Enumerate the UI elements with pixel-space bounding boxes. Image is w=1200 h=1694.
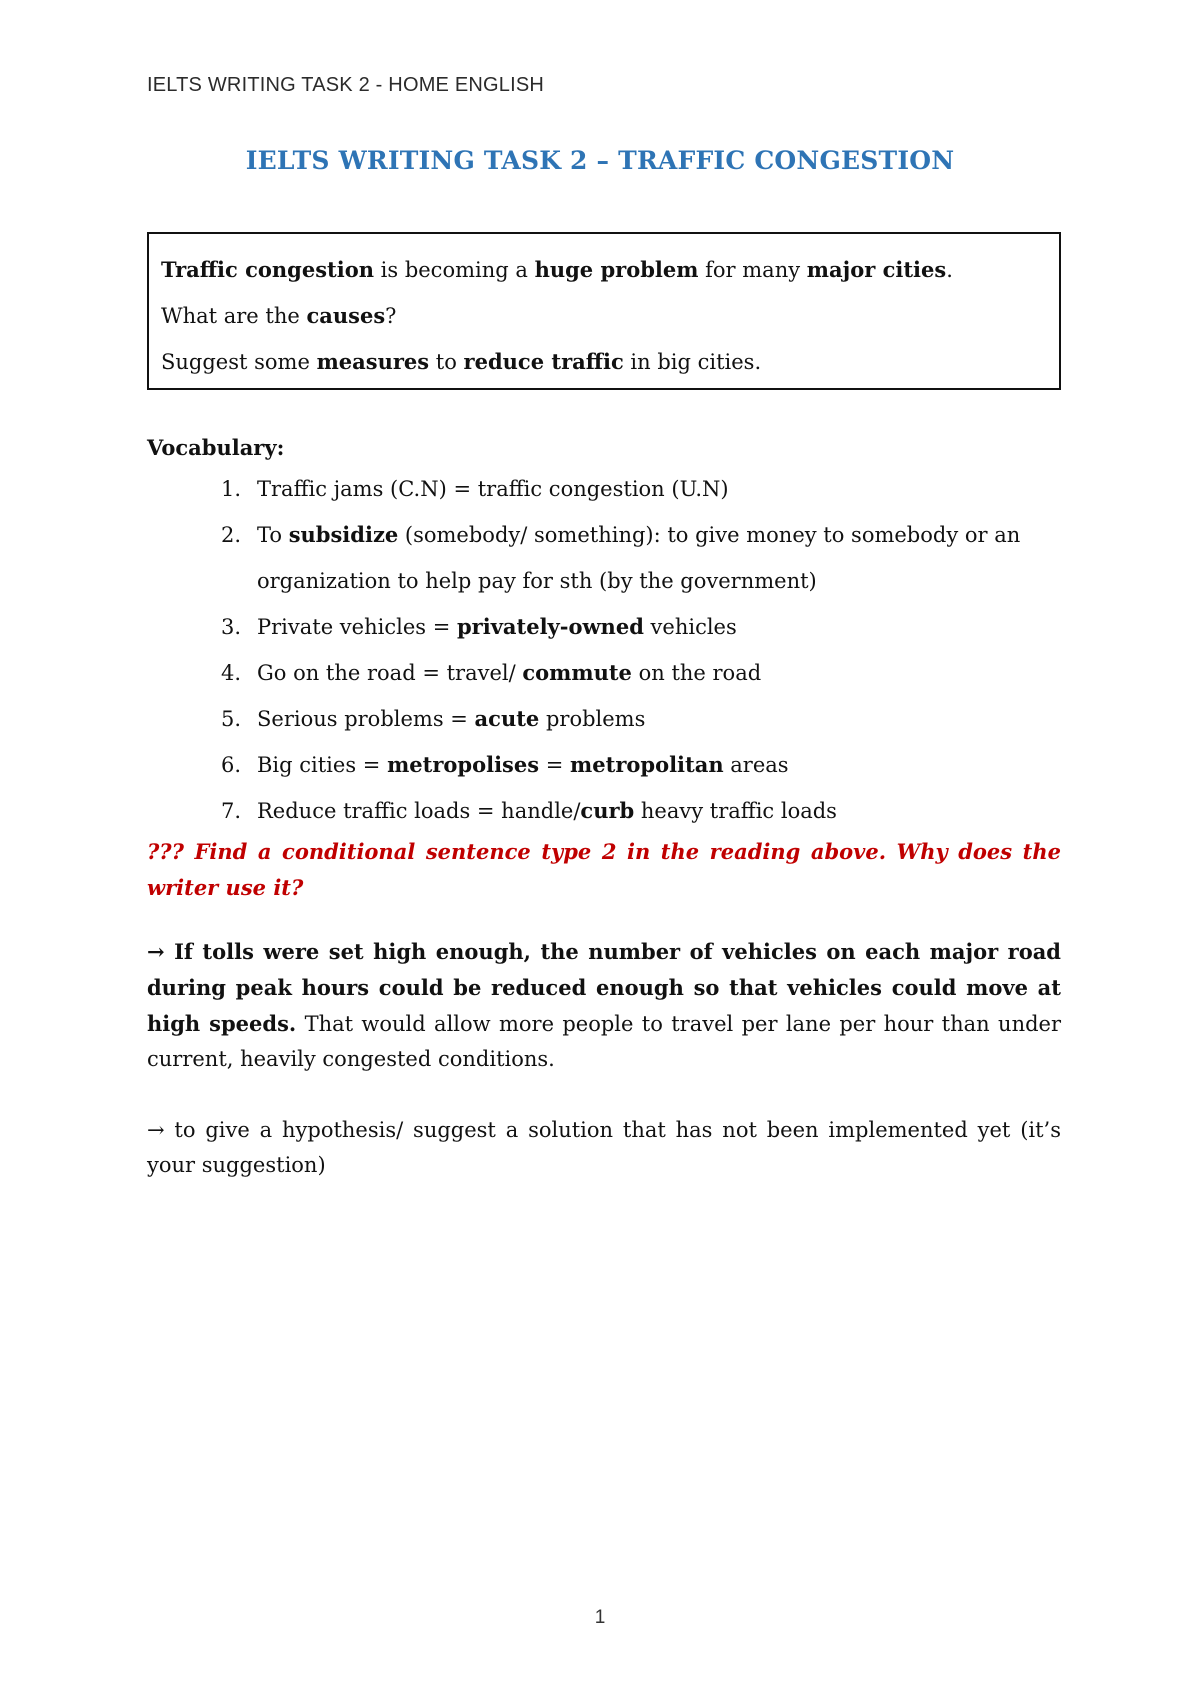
page-number: 1 [594,1607,606,1628]
vocabulary-item-6 [221,742,1061,788]
vocab-keyword: privately-owned [456,614,644,639]
prompt-keyword: Traffic congestion [161,257,374,282]
list-number: 2. [221,523,242,547]
prompt-text: is becoming a [373,258,535,282]
prompt-text: ? [385,304,397,328]
vocab-text: problems [539,707,646,731]
vocab-keyword: commute [522,660,632,685]
prompt-text: in big cities. [623,350,762,374]
prompt-line-3 [161,339,1047,385]
vocab-text: Traffic jams (C.N) = traffic congestion (U.N) [257,477,729,501]
prompt-line-2 [161,293,1047,339]
list-number: 7. [221,799,242,823]
vocabulary-item-5 [221,696,1061,742]
vocab-text: Reduce traffic loads = handle/ [257,799,581,823]
vocab-text: on the road [631,661,762,685]
usage-explanation: → to give a hypothesis/ suggest a solution that has not been implemented yet (it’s your suggestion) [147,1118,1061,1177]
list-number: 6. [221,753,242,777]
vocabulary-list [147,466,1061,834]
answer-continuation: That would allow more people to travel per lane per hour than under current, heavily congested conditions. [147,1012,1061,1071]
vocab-keyword: metropolises [387,752,540,777]
vocabulary-item-7 [221,788,1061,834]
vocabulary-heading: Vocabulary: [147,435,285,460]
page-title: IELTS WRITING TASK 2 – TRAFFIC CONGESTION [245,146,955,175]
vocab-text: Big cities = [257,753,388,777]
prompt-text: . [946,258,953,282]
vocab-keyword: metropolitan [570,752,724,777]
prompt-keyword: causes [306,303,386,328]
vocab-text: = [539,753,571,777]
vocab-text: Go on the road = travel/ [257,661,523,685]
prompt-line-1 [161,247,1047,293]
prompt-text: Suggest some [161,350,317,374]
prompt-text: What are the [161,304,307,328]
example-sentence [147,934,1061,1077]
vocab-keyword: acute [474,706,540,731]
vocabulary-item-3 [221,604,1061,650]
vocabulary-item-1 [221,466,1061,512]
prompt-keyword: huge problem [534,257,699,282]
vocab-text: areas [723,753,789,777]
prompt-text: to [429,350,464,374]
prompt-keyword: reduce traffic [463,349,624,374]
vocab-text: Serious problems = [257,707,475,731]
list-number: 3. [221,615,242,639]
vocab-keyword: subsidize [288,522,399,547]
vocab-text: heavy traffic loads [634,799,837,823]
exercise-question: ??? Find a conditional sentence type 2 in the reading above. Why does the writer use it? [147,839,1061,900]
list-number: 1. [221,477,242,501]
page-header: IELTS WRITING TASK 2 - HOME ENGLISH [147,74,545,96]
vocab-text: (somebody/ something): to give money to somebody or an organization to help pay for sth (by the government) [257,523,1021,593]
main-content [147,430,1061,1183]
prompt-keyword: major cities [806,257,947,282]
vocab-text: To [257,523,289,547]
list-number: 5. [221,707,242,731]
conditional-sentence: → If tolls were set high enough, the number of vehicles on each major road during peak hours could be reduced enough so that vehicles could move at high speeds. [147,939,1061,1036]
prompt-text: for many [698,258,807,282]
vocab-text: Private vehicles = [257,615,457,639]
list-number: 4. [221,661,242,685]
essay-prompt-box [147,232,1061,390]
prompt-keyword: measures [316,349,430,374]
vocab-text: vehicles [643,615,737,639]
vocabulary-item-4 [221,650,1061,696]
vocab-keyword: curb [580,798,635,823]
vocabulary-item-2 [221,512,1061,604]
